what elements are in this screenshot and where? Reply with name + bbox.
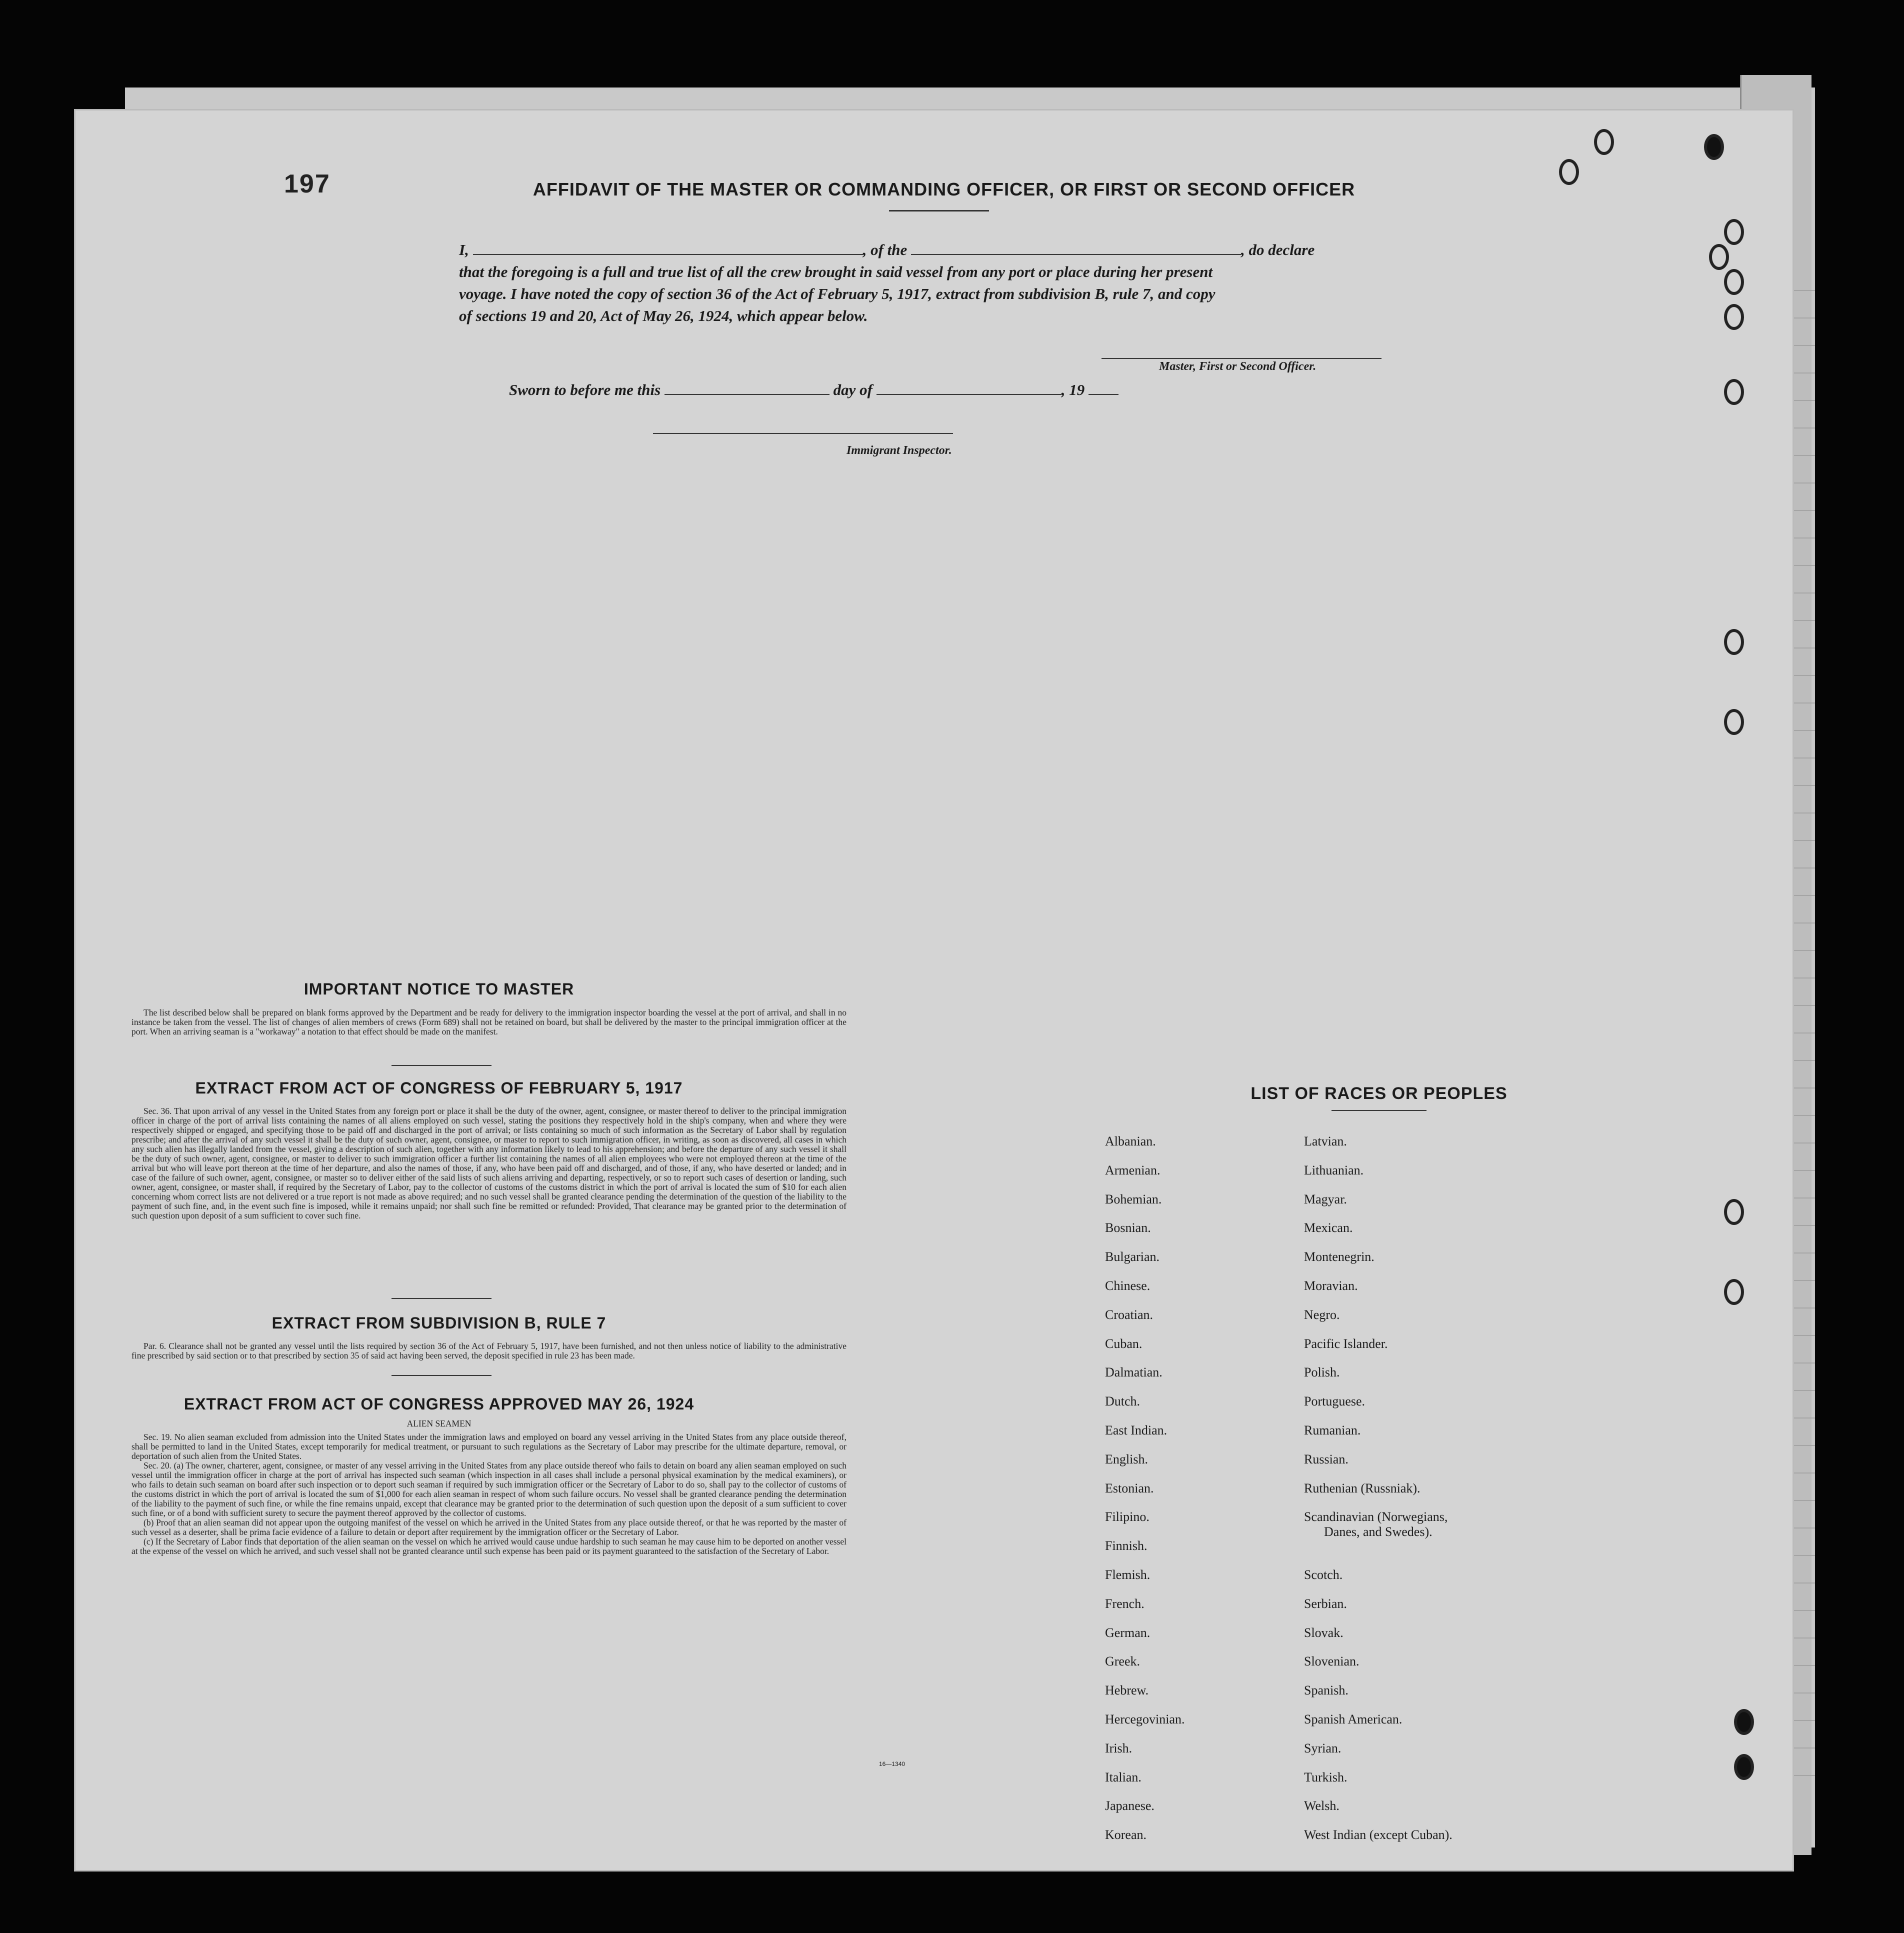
race-item: Croatian.: [1105, 1307, 1154, 1322]
punch-hole-icon: [1734, 1709, 1754, 1735]
race-item: Dutch.: [1105, 1394, 1140, 1409]
race-item: Spanish American.: [1304, 1712, 1402, 1726]
race-item: German.: [1105, 1625, 1150, 1640]
race-item: Japanese.: [1105, 1798, 1154, 1814]
race-item: Slovenian.: [1304, 1654, 1360, 1669]
sworn-day-blank[interactable]: [664, 383, 830, 395]
race-item: Hercegovinian.: [1105, 1712, 1185, 1726]
race-item: Flemish.: [1105, 1567, 1150, 1582]
notice-paragraph: The list described below shall be prepared on blank forms approved by the Department and be ready for delivery to the immigration inspector boarding the vessel at the port of arrival, and shall in no instance be taken from the vessel. The list of changes of alien members of crews (Form 689) shall not be retained on board, but shall be delivered by the master to the principal immigration officer at the port. When an arriving seaman is a "workaway" a notation to that effect should be made on the manifest.: [132, 1008, 846, 1036]
extract-1924-title: EXTRACT FROM ACT OF CONGRESS APPROVED MAY 26, 1924: [184, 1395, 694, 1413]
punch-hole-icon: [1724, 709, 1744, 735]
race-item: East Indian.: [1105, 1422, 1168, 1438]
race-item: Greek.: [1105, 1654, 1140, 1669]
race-item: Dalmatian.: [1105, 1365, 1162, 1380]
vessel-blank[interactable]: [911, 243, 1241, 255]
punch-hole-icon: [1724, 629, 1744, 655]
race-item: Russian.: [1304, 1452, 1348, 1466]
punch-hole-icon: [1594, 129, 1614, 155]
race-item: Chinese.: [1105, 1278, 1150, 1293]
race-item: Lithuanian.: [1304, 1162, 1364, 1178]
race-item: Syrian.: [1304, 1740, 1342, 1756]
race-item: Danes, and Swedes).: [1324, 1524, 1432, 1540]
races-rule: [1332, 1110, 1426, 1111]
affidavit-line-2: that the foregoing is a full and true list of all the crew brought in said vessel from any port or place during her present: [459, 263, 1213, 280]
race-item: French.: [1105, 1596, 1144, 1611]
races-left-column: [1105, 1134, 1185, 1856]
race-item: Ruthenian (Russniak).: [1304, 1480, 1420, 1496]
race-item: English.: [1105, 1452, 1148, 1466]
stamp-number: 197: [284, 170, 330, 198]
i-label: I,: [459, 241, 469, 258]
sec20c-paragraph: (c) If the Secretary of Labor finds that deportation of the alien seaman on the vessel on which he arrived would cause undue hardship to such seaman he may cause him to be deported on another vessel at the expense of the vessel on which he arrived, and such vessel shall not be granted clearance until such expense has been paid or its payment guaranteed to the satisfaction of the Secretary of Labor.: [132, 1536, 846, 1556]
sworn-month-blank[interactable]: [876, 383, 1062, 395]
sworn-year-blank[interactable]: [1088, 383, 1118, 395]
race-item: Cuban.: [1105, 1336, 1142, 1351]
do-declare-label: , do declare: [1241, 241, 1315, 258]
punch-hole-icon: [1709, 244, 1729, 270]
races-right-column: [1304, 1134, 1452, 1856]
extract-1917-text: [132, 1106, 846, 1220]
race-item: Bohemian.: [1105, 1192, 1162, 1206]
sworn-label: Sworn to before me this: [509, 381, 661, 398]
extract-1917-title: EXTRACT FROM ACT OF CONGRESS OF FEBRUARY 5, 1917: [195, 1079, 683, 1097]
race-item: Pacific Islander.: [1304, 1336, 1388, 1351]
affidavit-line-3: voyage. I have noted the copy of section 36 of the Act of February 5, 1917, extract from subdivision B, rule 7, and copy: [459, 285, 1216, 302]
punch-hole-icon: [1724, 379, 1744, 405]
race-item: Mexican.: [1304, 1220, 1353, 1236]
race-item: Irish.: [1105, 1740, 1132, 1756]
master-signature-label: Master, First or Second Officer.: [1159, 360, 1316, 373]
race-item: Portuguese.: [1304, 1394, 1366, 1409]
notice-rule: [392, 1065, 492, 1066]
extract-1917-rule: [392, 1298, 492, 1299]
race-item: Armenian.: [1105, 1162, 1160, 1178]
punch-hole-icon: [1724, 1279, 1744, 1305]
form-number: 16—1340: [879, 1760, 906, 1768]
sec20b-paragraph: (b) Proof that an alien seaman did not appear upon the outgoing manifest of the vessel on which he arrived in the United States from any place outside thereof, or that he was reported by the master of such vessel as a deserter, shall be prima facie evidence of a failure to detain or deport after requirement by the immigration officer or the Secretary of Labor.: [132, 1518, 846, 1537]
race-item: Magyar.: [1304, 1192, 1347, 1206]
race-item: Moravian.: [1304, 1278, 1358, 1293]
race-item: Hebrew.: [1105, 1683, 1149, 1698]
inspector-signature-line[interactable]: [653, 433, 953, 434]
race-item: Albanian.: [1105, 1134, 1156, 1148]
race-item: Korean.: [1105, 1828, 1147, 1842]
race-item: Scotch.: [1304, 1567, 1343, 1582]
race-item: Negro.: [1304, 1307, 1340, 1322]
race-item: Estonian.: [1105, 1480, 1154, 1496]
day-of-label: day of: [833, 381, 872, 398]
race-item: Latvian.: [1304, 1134, 1347, 1148]
punch-hole-icon: [1724, 1199, 1744, 1225]
punch-hole-icon: [1724, 269, 1744, 295]
sec19-paragraph: Sec. 19. No alien seaman excluded from admission into the United States under the immigration laws and employed on board any vessel arriving in the United States from any place outside thereof, shall be permitted to land in the United States, except temporarily for medical treatment, or pursuant to such regulations as the Secretary of Labor may prescribe for the ultimate departure, removal, or deportation of such alien from the United States.: [132, 1432, 846, 1461]
race-item: West Indian (except Cuban).: [1304, 1828, 1452, 1842]
race-item: Italian.: [1105, 1770, 1142, 1784]
affidavit-title: AFFIDAVIT OF THE MASTER OR COMMANDING OFFICER, OR FIRST OR SECOND OFFICER: [532, 179, 1356, 200]
punch-hole-icon: [1704, 134, 1724, 160]
race-item: Polish.: [1304, 1365, 1340, 1380]
year-prefix: , 19: [1061, 381, 1085, 398]
race-item: Spanish.: [1304, 1683, 1348, 1698]
punch-hole-icon: [1724, 304, 1744, 330]
sec20a-paragraph: Sec. 20. (a) The owner, charterer, agent, consignee, or master of any vessel arriving in the United States from any place outside thereof who fails to detain on board any alien seaman employed on such vessel until the immigration officer in charge at the port of arrival has inspected such seaman (which inspection in all cases shall include a personal physical examination by the medical examiners), or who fails to detain such seaman on board after such inspection or to deport such seaman if required by such immigration officer or the Secretary of Labor to do so, shall pay to the collector of customs of the customs district in which the port of arrival is located the sum of $1,000 for each alien seaman in respect of whom such failure occurs. No vessel shall be granted clearance pending the determination of the liability to the payment of such fine, or while the fine remains unpaid, except that clearance may be granted prior to the determination of such question upon the deposit of a sum sufficient to cover such fine, or of a bond with sufficient surety to secure the payment thereof approved by the collector of customs.: [132, 1460, 846, 1518]
punch-hole-icon: [1559, 159, 1579, 185]
race-item: Welsh.: [1304, 1798, 1340, 1814]
name-blank[interactable]: [473, 243, 863, 255]
race-item: Serbian.: [1304, 1596, 1347, 1611]
race-item: Finnish.: [1105, 1538, 1148, 1554]
race-item: Turkish.: [1304, 1770, 1348, 1784]
extract-1924-text: [132, 1432, 846, 1556]
extract-rule7-rule: [392, 1375, 492, 1376]
notice-text: [132, 1008, 846, 1036]
extract-rule7-text: [132, 1342, 846, 1360]
race-item: Bosnian.: [1105, 1220, 1151, 1236]
notice-title: IMPORTANT NOTICE TO MASTER: [304, 980, 574, 998]
race-item: Filipino.: [1105, 1510, 1150, 1524]
title-rule: [889, 210, 989, 212]
punch-hole-icon: [1724, 219, 1744, 245]
master-signature-line[interactable]: [1102, 358, 1382, 359]
punch-hole-icon: [1734, 1754, 1754, 1780]
race-item: Rumanian.: [1304, 1422, 1361, 1438]
sworn-line: [509, 379, 1309, 401]
affidavit-line-4: of sections 19 and 20, Act of May 26, 1924, which appear below.: [459, 307, 868, 324]
of-the-label: , of the: [862, 241, 908, 258]
race-item: Montenegrin.: [1304, 1250, 1374, 1264]
sec36-paragraph: Sec. 36. That upon arrival of any vessel in the United States from any foreign port or place it shall be the duty of the owner, agent, consignee, or master thereof to deliver to the principal immigration officer in charge of the port of arrival lists containing the names of all aliens employed on such vessel, stating the positions they respectively hold in the ship's company, when and where they were respectively shipped or engaged, and specifying those to be paid off and discharged in the port of arrival; or lists containing so much of such information as the Secretary of Labor shall by regulation prescribe; and after the arrival of any such vessel it shall be the duty of such owner, agent, consignee, or master to report to such immigration officer, in writing, as soon as discovered, all cases in which any such alien has illegally landed from the vessel, giving a description of such alien, together with any information likely to lead to his apprehension; and before the departure of any such vessel it shall be the duty of such owner, agent, consignee, or master to deliver to such immigration officer a further list containing the names of all alien employees who were not employed thereon at the time of the arrival but who will leave port thereon at the time of her departure, and also the names of those, if any, who have been paid off and discharged, and of those, if any, who have deserted or landed; and in case of the failure of such owner, agent, consignee, or master so to deliver either of the said lists of such aliens arriving and departing, respectively, or so to report such cases of desertion or landing, such owner, agent, consignee, or master shall, if required by the Secretary of Labor, pay to the collector of customs of the customs district in which the port of arrival is located the sum of $10 for each alien concerning whom correct lists are not delivered or a true report is not made as above required; and no such vessel shall be granted clearance pending the determination of the question of the liability to the payment of such fine, and, in the event such fine is imposed, while it remains unpaid; nor shall such fine be remitted or refunded: Provided, That clearance may be granted prior to the determination of such question upon deposit of a sum sufficient to cover such fine.: [132, 1106, 846, 1220]
races-title: LIST OF RACES OR PEOPLES: [1250, 1084, 1508, 1103]
inspector-signature-label: Immigrant Inspector.: [846, 444, 952, 457]
document-page: [74, 109, 1794, 1872]
par6-paragraph: Par. 6. Clearance shall not be granted any vessel until the lists required by section 36 of the Act of February 5, 1917, have been furnished, and not then unless notice of liability to the administrative fine prescribed by said section or to that prescribed by section 35 of said act having been served, the deposit specified in rule 23 has been made.: [132, 1341, 846, 1360]
alien-seamen-subtitle: ALIEN SEAMEN: [406, 1418, 472, 1428]
affidavit-line-1: [459, 239, 1509, 261]
race-item: Scandinavian (Norwegians,: [1304, 1510, 1448, 1524]
extract-rule7-title: EXTRACT FROM SUBDIVISION B, RULE 7: [272, 1314, 606, 1332]
race-item: Slovak.: [1304, 1625, 1344, 1640]
race-item: Bulgarian.: [1105, 1250, 1160, 1264]
